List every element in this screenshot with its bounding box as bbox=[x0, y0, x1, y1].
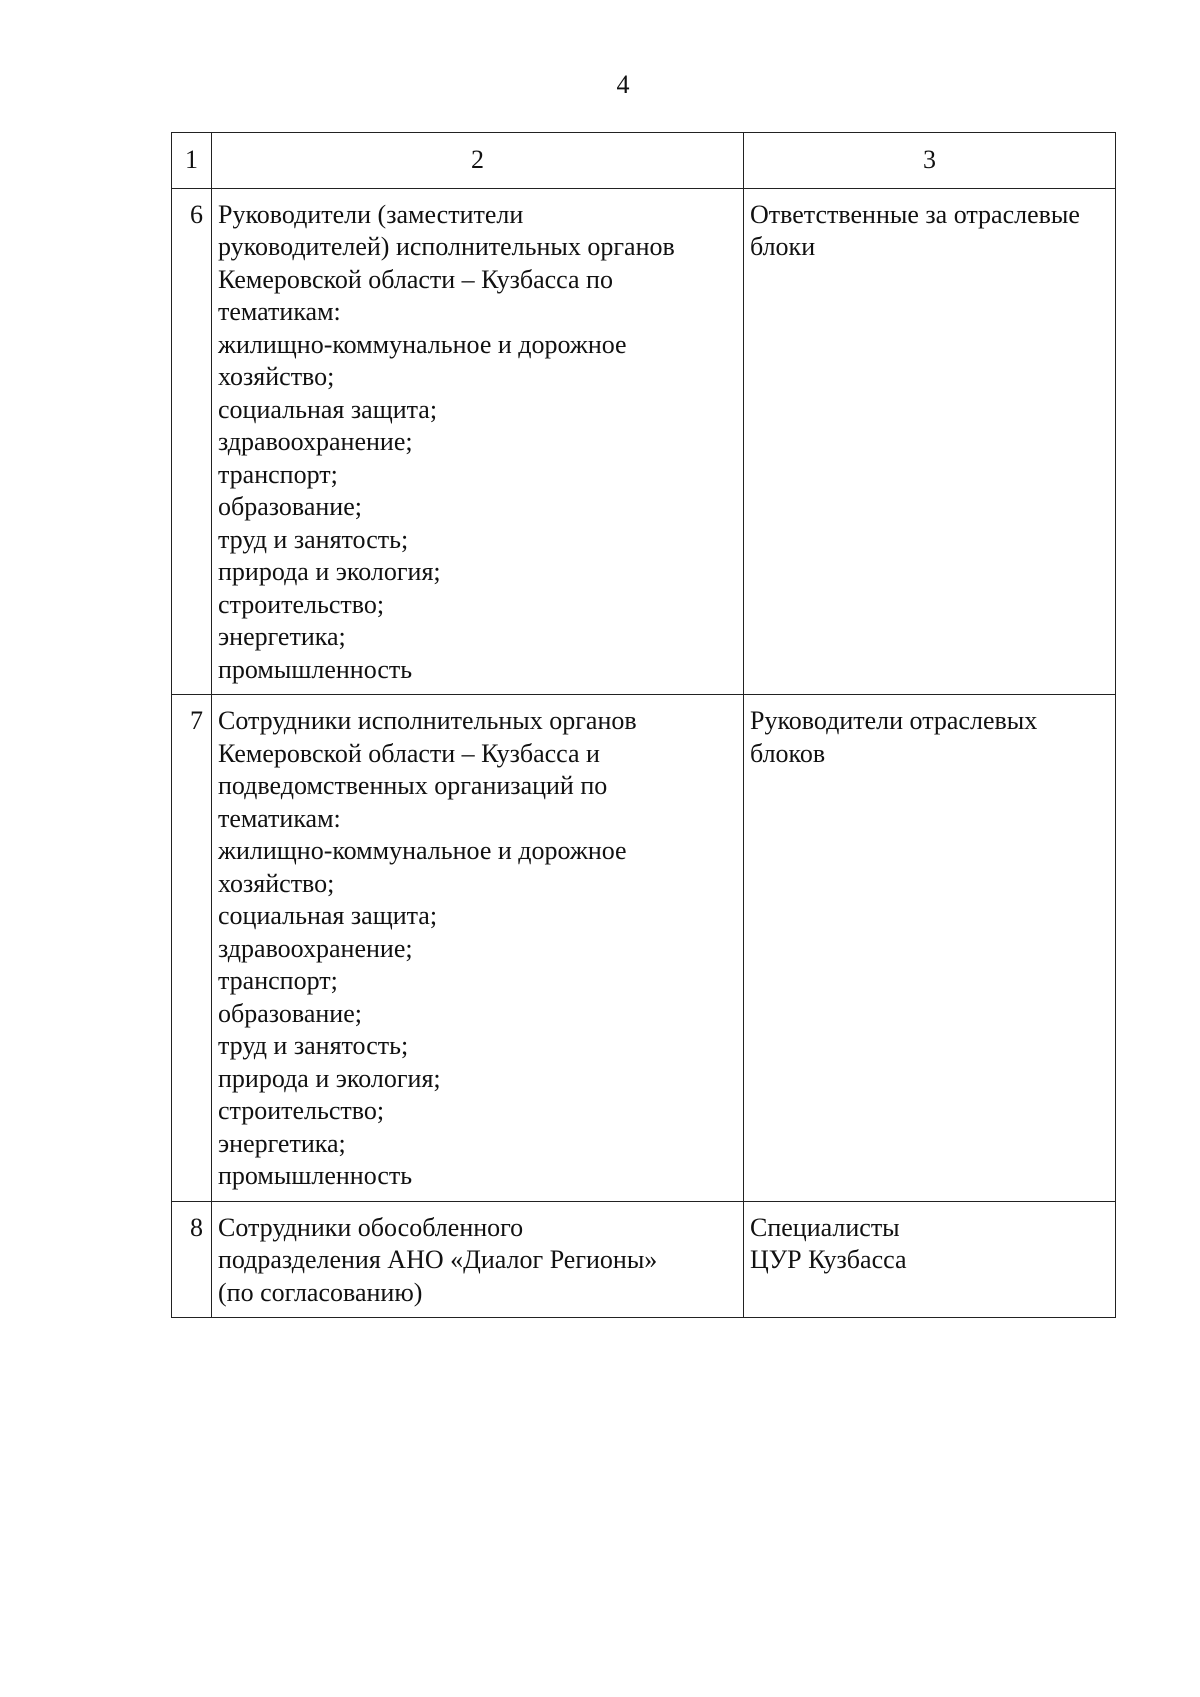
responsible-line: ЦУР Кузбасса bbox=[750, 1245, 907, 1274]
document-table bbox=[171, 132, 1116, 1318]
participants-line: труд и занятость; bbox=[218, 1031, 409, 1060]
responsible-line: Руководители отраслевых bbox=[750, 706, 1038, 735]
row-number-cell: 8 bbox=[172, 1201, 212, 1318]
participants-line: Кемеровской области – Кузбасса и bbox=[218, 738, 600, 768]
participants-line: подведомственных организаций по bbox=[218, 771, 608, 800]
table-body bbox=[172, 133, 1116, 1318]
row-number-cell: 6 bbox=[172, 188, 212, 695]
participants-line: жилищно-коммунальное и дорожное bbox=[218, 836, 627, 865]
responsible-cell bbox=[744, 695, 1116, 1202]
participants-cell bbox=[212, 695, 744, 1202]
table-row bbox=[172, 1201, 1116, 1318]
participants-line: социальная защита; bbox=[218, 394, 438, 424]
participants-line: образование; bbox=[218, 492, 362, 521]
table-row bbox=[172, 188, 1116, 695]
participants-line: подразделения АНО «Диалог Регионы» bbox=[218, 1245, 658, 1274]
responsible-line: блоки bbox=[750, 232, 816, 261]
participants-line: тематикам: bbox=[218, 297, 341, 326]
participants-line: социальная защита; bbox=[218, 901, 438, 930]
participants-cell bbox=[212, 1201, 744, 1318]
participants-line: природа и экология; bbox=[218, 557, 441, 586]
participants-line: транспорт; bbox=[218, 459, 338, 489]
participants-line: хозяйство; bbox=[218, 868, 335, 898]
participants-line: жилищно-коммунальное и дорожное bbox=[218, 329, 627, 359]
header-cell: 2 bbox=[212, 133, 744, 189]
header-cell: 1 bbox=[172, 133, 212, 189]
participants-line: природа и экология; bbox=[218, 1063, 441, 1093]
participants-line: промышленность bbox=[218, 1161, 413, 1190]
participants-line: хозяйство; bbox=[218, 362, 335, 391]
participants-line: образование; bbox=[218, 998, 362, 1028]
participants-line: Сотрудники обособленного bbox=[218, 1212, 524, 1242]
table-header-row bbox=[172, 133, 1116, 189]
responsible-line: Специалисты bbox=[750, 1212, 900, 1242]
participants-line: строительство; bbox=[218, 589, 385, 619]
participants-line: промышленность bbox=[218, 654, 413, 684]
participants-line: здравоохранение; bbox=[218, 933, 413, 963]
header-cell: 3 bbox=[744, 133, 1116, 189]
participants-line: строительство; bbox=[218, 1096, 385, 1125]
participants-line: Руководители (заместители bbox=[218, 199, 524, 229]
participants-line: руководителей) исполнительных органов bbox=[218, 232, 675, 261]
participants-line: (по согласованию) bbox=[218, 1277, 423, 1307]
responsible-line: Ответственные за отраслевые bbox=[750, 199, 1080, 229]
row-number-cell: 7 bbox=[172, 695, 212, 1202]
participants-line: Кемеровской области – Кузбасса по bbox=[218, 264, 613, 294]
participants-cell bbox=[212, 188, 744, 695]
participants-line: энергетика; bbox=[218, 622, 346, 651]
responsible-cell bbox=[744, 188, 1116, 695]
participants-line: тематикам: bbox=[218, 803, 341, 833]
responsible-line: блоков bbox=[750, 738, 826, 768]
participants-line: здравоохранение; bbox=[218, 427, 413, 456]
participants-line: Сотрудники исполнительных органов bbox=[218, 706, 637, 735]
page-number: 4 bbox=[616, 70, 630, 99]
participants-line: энергетика; bbox=[218, 1128, 346, 1158]
participants-line: труд и занятость; bbox=[218, 524, 409, 554]
table-row bbox=[172, 695, 1116, 1202]
responsible-cell bbox=[744, 1201, 1116, 1318]
participants-line: транспорт; bbox=[218, 966, 338, 995]
